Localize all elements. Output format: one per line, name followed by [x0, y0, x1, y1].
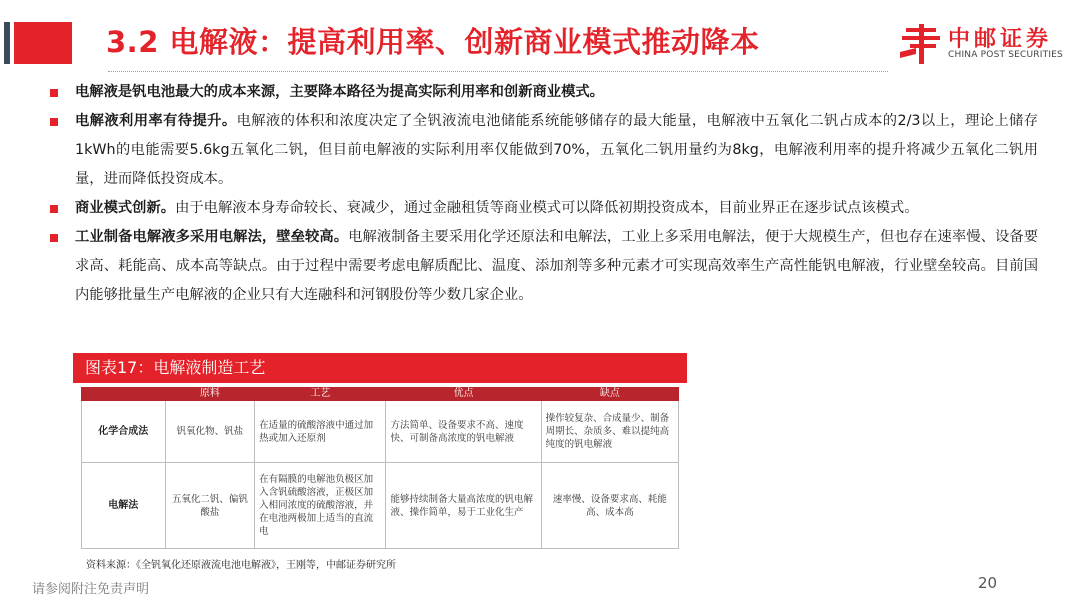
bullet-lead: 工业制备电解液多采用电解法，壁垒较高。 [75, 229, 349, 245]
table-cell: 速率慢、设备要求高、耗能高、成本高 [541, 463, 678, 549]
table-cell: 在适量的硫酸溶液中通过加热或加入还原剂 [255, 401, 386, 463]
table-corner-cell [82, 388, 166, 401]
logo-name-cn: 中邮证券 [948, 27, 1053, 52]
table-cell: 能够持续制备大量高浓度的钒电解液、操作简单，易于工业化生产 [386, 463, 541, 549]
page-title: 3.2 电解液：提高利用率、创新商业模式推动降本 [106, 25, 760, 59]
row-header-cell: 化学合成法 [82, 401, 166, 463]
bullet-lead: 电解液是钒电池最大的成本来源，主要降本路径为提高实际利用率和创新商业模式。 [75, 84, 604, 100]
table-cell: 方法简单、设备要求不高、速度快、可制备高浓度的钒电解液 [386, 401, 541, 463]
china-post-emblem-icon [900, 24, 942, 64]
electrolyte-process-table [81, 387, 679, 549]
figure-caption: 图表17：电解液制造工艺 [73, 353, 687, 383]
bullet-text: 电解液的体积和浓度决定了全钒液流电池储能系统能够储存的最大能量，电解液中五氧化二钒占成本的2/3以上，理论上储存1kWh的电能需要5.6kg五氧化二钒，但目前电解液的实际利用率仅能做到70%，五氧化二钒用量约为8kg，电解液利用率的提升将减少五氧化二钒用量，进而降低投资成本。 [75, 113, 1038, 187]
table-cell: 在有隔膜的电解池负极区加入含钒硫酸溶液，正极区加入相同浓度的硫酸溶液，并在电池两极加上适当的直流电 [255, 463, 386, 549]
table-cell: 钒氧化物、钒盐 [165, 401, 255, 463]
column-header: 原料 [165, 388, 255, 401]
row-header-cell: 电解法 [82, 463, 166, 549]
process-table-wrapper [81, 387, 679, 549]
bullet-text: 由于电解液本身寿命较长、衰减少，通过金融租赁等商业模式可以降低初期投资成本，目前业界正在逐步试点该模式。 [175, 200, 919, 216]
table-row [82, 401, 679, 463]
page-number: 20 [978, 574, 998, 592]
column-header: 优点 [386, 388, 541, 401]
bullet-lead: 商业模式创新。 [75, 200, 176, 216]
accent-bar-thin [4, 22, 10, 64]
table-row [82, 463, 679, 549]
figure-panel [73, 353, 687, 553]
bullet-text: 电解液制备主要采用化学还原法和电解法，工业上多采用电解法，便于大规模生产，但也存在速率慢、设备要求高、耗能高、成本高等缺点。由于过程中需要考虑电解质配比、温度、添加剂等多种元素才可实现高效率生产高性能钒电解液，行业壁垒较高。目前国内能够批量生产电解液的企业只有大连融科和河钢股份等少数几家企业。 [75, 229, 1038, 303]
bullet-item [48, 194, 1038, 223]
company-logo [900, 20, 1070, 70]
bullet-item [48, 107, 1038, 194]
column-header: 工艺 [255, 388, 386, 401]
table-cell: 五氧化二钒、偏钒酸盐 [165, 463, 255, 549]
table-cell: 操作较复杂、合成量少、制备周期长、杂质多、难以提纯高纯度的钒电解液 [541, 401, 678, 463]
bullet-lead: 电解液利用率有待提升。 [75, 113, 237, 129]
table-header-row [82, 388, 679, 401]
logo-name-en: CHINA POST SECURITIES [948, 50, 1063, 60]
disclaimer-note: 请参阅附注免责声明 [32, 582, 150, 597]
bullet-item [48, 78, 1038, 107]
bullet-list [48, 78, 1038, 310]
title-divider [108, 71, 888, 72]
column-header: 缺点 [541, 388, 678, 401]
accent-bar-thick [14, 22, 72, 64]
table-source-note: 资料来源：《全钒氧化还原液流电池电解液》，王刚等，中邮证券研究所 [86, 560, 396, 571]
bullet-item [48, 223, 1038, 310]
